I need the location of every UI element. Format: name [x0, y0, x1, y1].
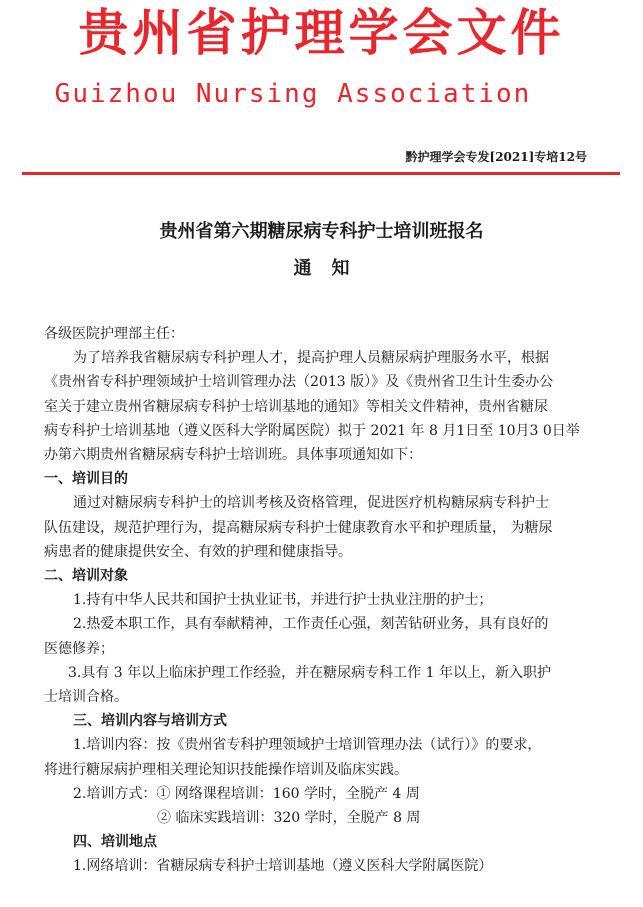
org-title-english: Guizhou Nursing Association — [54, 79, 532, 109]
header-divider — [22, 172, 620, 175]
section-line: 1.持有中华人民共和国护士执业证书，并进行护士执业注册的护士； — [73, 592, 493, 609]
section-line: 1.网络培训：省糖尿病专科护士培训基地（遵义医科大学附属医院） — [73, 858, 493, 875]
section-heading: 四、培训地点 — [73, 834, 157, 851]
section-line: 3.具有 3 年以上临床护理工作经验，并在糖尿病专科工作 1 年以上，新入职护 — [68, 664, 551, 681]
section-line: 士培训合格。 — [44, 689, 128, 706]
intro-line: 病专科护士培训基地（遵义医科大学附属医院）拟于 2021 年 8 月1日至 10月3 0日举 — [44, 422, 580, 439]
org-title: 贵州省护理学会文件 — [78, 4, 565, 62]
intro-line: 办第六期贵州省糖尿病专科护士培训班。具体事项通知如下： — [44, 447, 422, 464]
training-method-line: ② 临床实践培训：320 学时，全脱产 8 周 — [157, 810, 421, 827]
section-heading: 一、培训目的 — [44, 471, 128, 488]
document-title: 贵州省第六期糖尿病专科护士培训班报名 — [159, 221, 484, 242]
document-number: 黔护理学会专发[2021]专培12号 — [405, 150, 587, 164]
section-line: 1.培训内容：按《贵州省专科护理领域护士培训管理办法（试行）》的要求， — [73, 737, 542, 754]
intro-line: 室关于建立贵州省糖尿病专科护士培训基地的通知》等相关文件精神，贵州省糖尿 — [44, 398, 548, 415]
section-line: 2.热爱本职工作，具有奉献精神，工作责任心强，刻苦钻研业务，具有良好的 — [73, 616, 549, 633]
document-subtitle: 通知 — [293, 258, 370, 279]
document-body — [0, 322, 643, 879]
section-line: 通过对糖尿病专科护士的培训考核及资格管理，促进医疗机构糖尿病专科护士 — [73, 495, 549, 512]
section-line: 医德修养； — [44, 640, 114, 657]
intro-line: 《贵州省专科护理领域护士培训管理办法（2013 版）》及《贵州省卫生计生委办公 — [44, 374, 554, 391]
salutation: 各级医院护理部主任： — [44, 326, 184, 342]
training-method-line: 2.培训方式：① 网络课程培训：160 学时，全脱产 4 周 — [73, 785, 420, 802]
section-line: 队伍建设，规范护理行为，提高糖尿病专科护士健康教育水平和护理质量， 为糖尿 — [44, 519, 553, 536]
section-line: 病患者的健康提供安全、有效的护理和健康指导。 — [44, 543, 352, 560]
section-heading: 二、培训对象 — [44, 568, 128, 585]
section-line: 将进行糖尿病护理相关理论知识技能操作培训及临床实践。 — [44, 761, 408, 778]
intro-line: 为了培养我省糖尿病专科护理人才，提高护理人员糖尿病护理服务水平，根据 — [73, 350, 549, 367]
section-heading: 三、培训内容与培训方式 — [73, 713, 227, 730]
